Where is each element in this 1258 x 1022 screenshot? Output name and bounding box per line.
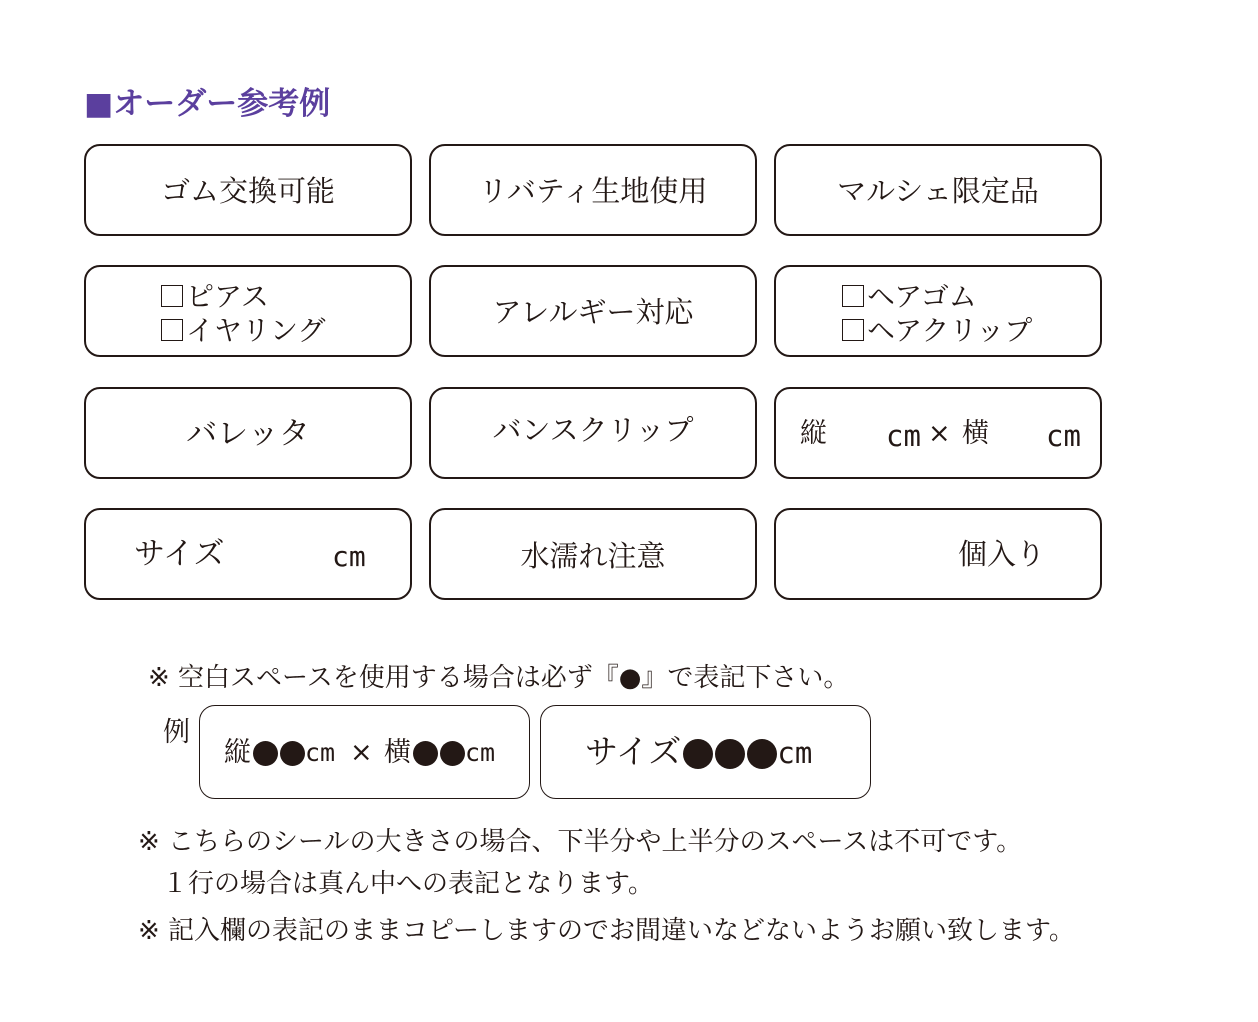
- size-unit: cm: [332, 540, 366, 573]
- checkbox-label: イヤリング: [186, 314, 326, 347]
- checkbox-row-pierce[interactable]: [161, 280, 269, 313]
- option-size-cm[interactable]: [84, 508, 412, 600]
- width-unit: cm: [465, 738, 496, 767]
- checkbox-row-hair-tie[interactable]: [842, 280, 977, 313]
- checkbox-label: ピアス: [186, 280, 269, 313]
- option-allergy[interactable]: [429, 265, 757, 357]
- size-height-unit: cm: [886, 419, 921, 453]
- note-line-3: ※ 記入欄の表記のままコピーしますのでお間違いなどないようお願い致します。: [138, 916, 1075, 947]
- blank-space-note: ※ 空白スペースを使用する場合は必ず『●』で表記下さい。: [148, 663, 850, 693]
- checkbox-icon[interactable]: [161, 285, 183, 307]
- width-label: 横: [384, 737, 411, 768]
- option-label: バレッタ: [186, 416, 310, 452]
- checkbox-label: ヘアクリップ: [867, 314, 1033, 347]
- filled-dot: [747, 739, 777, 769]
- checkbox-icon[interactable]: [842, 319, 864, 341]
- times-symbol: ×: [928, 418, 951, 449]
- size-height-label: 縦: [800, 418, 827, 449]
- filled-dot: [280, 741, 305, 766]
- page-title: ■オーダー参考例: [84, 86, 331, 122]
- option-label: 水濡れ注意: [520, 539, 666, 573]
- example-height-row: [224, 739, 335, 766]
- checkbox-icon[interactable]: [161, 319, 183, 341]
- note-line-1: ※ こちらのシールの大きさの場合、下半分や上半分のスペースは不可です。: [138, 827, 1023, 857]
- filled-dot: [683, 739, 713, 769]
- example-width-row: [384, 739, 495, 766]
- checkbox-row-hair-clip[interactable]: [842, 314, 1033, 347]
- option-pieces[interactable]: [774, 508, 1102, 600]
- option-label: マルシェ限定品: [837, 174, 1039, 208]
- note-line-2: １行の場合は真ん中への表記となります。: [162, 868, 654, 899]
- example-label: 例: [163, 717, 190, 748]
- notes-block: [138, 822, 1075, 953]
- option-label: ゴム交換可能: [160, 174, 335, 208]
- size-width-label: 横: [962, 418, 989, 449]
- option-liberty-fabric[interactable]: [429, 144, 757, 236]
- height-label: 縦: [224, 737, 251, 768]
- order-option-grid: [84, 144, 1106, 604]
- option-water-caution[interactable]: [429, 508, 757, 600]
- option-label: リバティ生地使用: [478, 174, 708, 208]
- option-pierce-earring[interactable]: [84, 265, 412, 357]
- checkbox-label: ヘアゴム: [867, 280, 977, 313]
- example-size-row: [585, 732, 813, 771]
- checkbox-icon[interactable]: [842, 285, 864, 307]
- size-unit: cm: [777, 736, 813, 770]
- size-width-unit: cm: [1046, 419, 1081, 453]
- example-box-height-width: [199, 705, 530, 799]
- times-symbol: ×: [350, 737, 373, 768]
- option-rubber-replaceable[interactable]: [84, 144, 412, 236]
- option-marche-limited[interactable]: [774, 144, 1102, 236]
- filled-dot: [413, 741, 438, 766]
- option-label: 個入り: [958, 537, 1046, 571]
- height-unit: cm: [305, 738, 336, 767]
- filled-dot: [253, 741, 278, 766]
- filled-dot: [440, 741, 465, 766]
- size-label: サイズ: [134, 536, 225, 572]
- option-hair-accessory[interactable]: [774, 265, 1102, 357]
- option-label: バンスクリップ: [492, 413, 694, 447]
- option-barrette[interactable]: [84, 387, 412, 479]
- filled-dot: [715, 739, 745, 769]
- option-banse-clip[interactable]: [429, 387, 757, 479]
- option-label: アレルギー対応: [492, 295, 694, 329]
- size-label: サイズ: [585, 732, 682, 771]
- option-size-height-width[interactable]: [774, 387, 1102, 479]
- checkbox-row-earring[interactable]: [161, 314, 326, 347]
- example-box-size: [540, 705, 871, 799]
